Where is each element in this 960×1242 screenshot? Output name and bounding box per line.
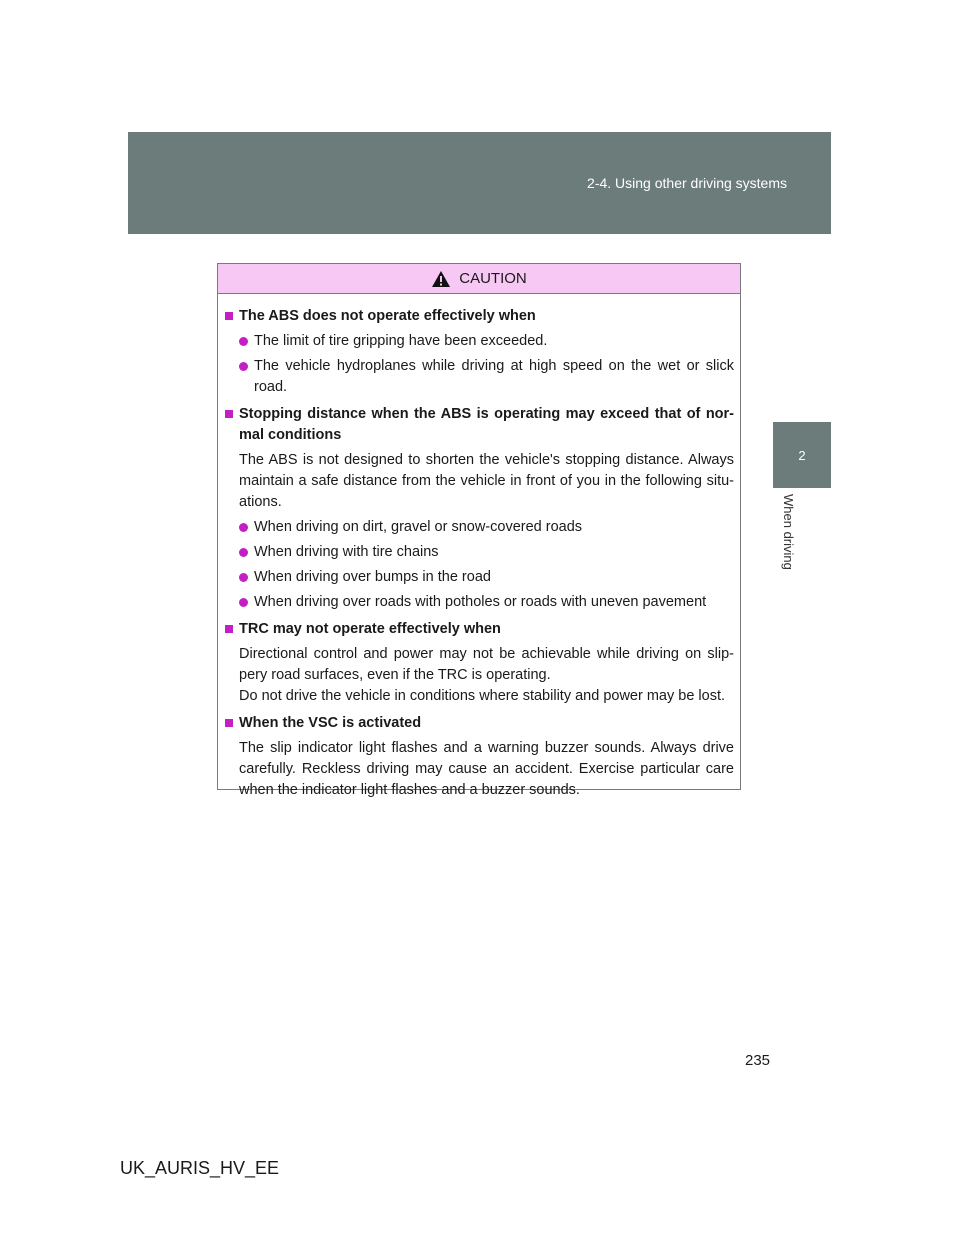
round-bullet-icon bbox=[239, 337, 248, 346]
caution-box bbox=[217, 263, 741, 798]
square-bullet-icon bbox=[225, 410, 233, 418]
bullet-text: The limit of tire gripping have been exceeded. bbox=[254, 333, 548, 349]
bullet-text: When driving on dirt, gravel or snow-covered roads bbox=[254, 519, 583, 535]
chapter-number: 2 bbox=[798, 447, 806, 463]
bullet-item bbox=[239, 356, 734, 398]
square-bullet-icon bbox=[225, 312, 233, 320]
bullet-item bbox=[239, 331, 734, 352]
round-bullet-icon bbox=[239, 573, 248, 582]
bullet-item bbox=[239, 567, 734, 588]
section-heading-text: TRC may not operate effectively when bbox=[239, 621, 501, 637]
round-bullet-icon bbox=[239, 523, 248, 532]
caution-title: CAUTION bbox=[459, 270, 527, 287]
section-paragraph: Directional control and power may not be achievable while driving on slip-pery road surfaces, even if the TRC is operating. bbox=[239, 646, 734, 683]
round-bullet-icon bbox=[239, 362, 248, 371]
caution-header bbox=[218, 264, 740, 294]
bullet-item bbox=[239, 542, 734, 563]
section-heading-text: Stopping distance when the ABS is operating may exceed that of nor-mal conditions bbox=[239, 406, 734, 443]
section-paragraph: The ABS is not designed to shorten the vehicle's stopping distance. Always maintain a safe distance from the vehicle in front of you in the following situ-ations. bbox=[239, 452, 734, 510]
section-heading bbox=[223, 404, 734, 446]
caution-body bbox=[218, 294, 740, 801]
bullet-text: When driving over bumps in the road bbox=[254, 569, 491, 585]
bullet-text: When driving over roads with potholes or roads with uneven pavement bbox=[254, 594, 707, 610]
caution-section bbox=[223, 619, 734, 707]
caution-section bbox=[223, 306, 734, 398]
doc-code: UK_AURIS_HV_EE bbox=[120, 1158, 280, 1178]
section-heading-text: The ABS does not operate effectively when bbox=[239, 308, 536, 324]
chapter-tab bbox=[773, 422, 831, 488]
round-bullet-icon bbox=[239, 598, 248, 607]
section-heading bbox=[223, 713, 734, 734]
bullet-item bbox=[239, 592, 734, 613]
chapter-label: When driving bbox=[781, 494, 796, 570]
section-paragraph: Do not drive the vehicle in conditions where stability and power may be lost. bbox=[239, 688, 726, 704]
section-heading bbox=[223, 306, 734, 327]
bullet-item bbox=[239, 517, 734, 538]
section-heading-text: When the VSC is activated bbox=[239, 715, 422, 731]
section-paragraph: The slip indicator light flashes and a warning buzzer sounds. Always drive carefully. Reckless driving may cause an accident. Exercise particular care when the indicator light flashes and a buzzer sounds. bbox=[239, 740, 734, 798]
bullet-text: The vehicle hydroplanes while driving at high speed on the wet or slick road. bbox=[254, 358, 734, 395]
header-band bbox=[128, 132, 831, 234]
page-number: 235 bbox=[745, 1052, 771, 1069]
bullet-text: When driving with tire chains bbox=[254, 544, 439, 560]
section-heading bbox=[223, 619, 734, 640]
round-bullet-icon bbox=[239, 548, 248, 557]
square-bullet-icon bbox=[225, 625, 233, 633]
warning-triangle-icon bbox=[431, 270, 451, 288]
section-title: 2-4. Using other driving systems bbox=[587, 175, 787, 191]
square-bullet-icon bbox=[225, 719, 233, 727]
caution-section bbox=[223, 713, 734, 801]
caution-section bbox=[223, 404, 734, 613]
